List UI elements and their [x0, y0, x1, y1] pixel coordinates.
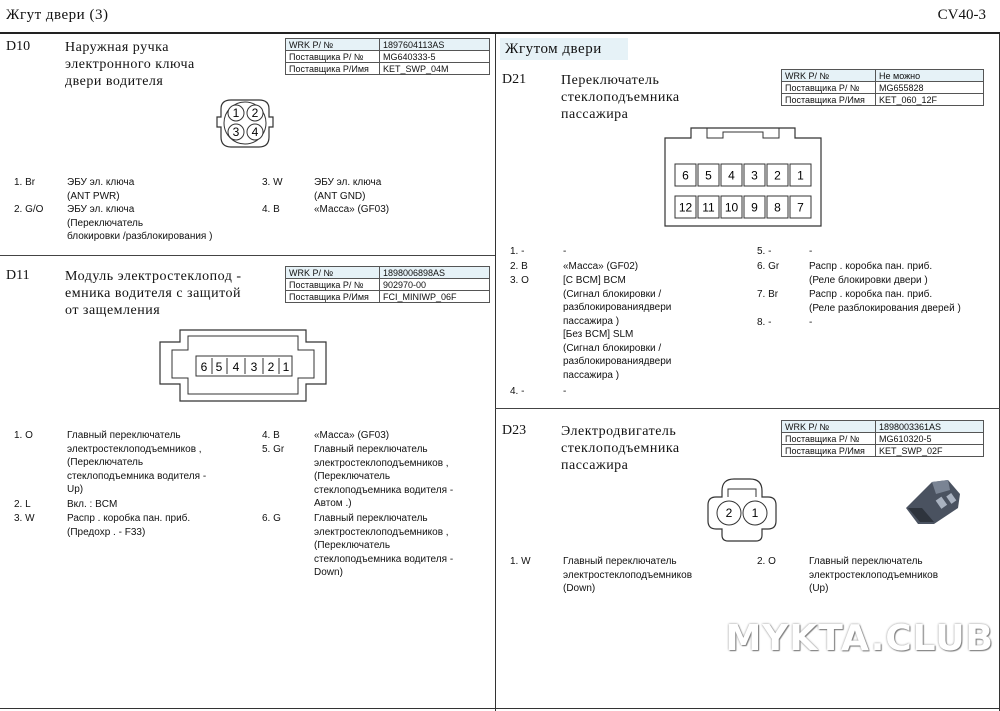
d11-pin-label: 3 — [250, 360, 258, 374]
d11-supplier-name: FCI_MINIWP_06F — [380, 291, 490, 303]
d11-wrk: 1898006898AS — [380, 267, 490, 279]
d10-info-table — [285, 38, 490, 75]
d23-name: Электродвигатель стеклоподъемника пассажира — [561, 424, 680, 473]
frame-bottom — [0, 708, 1000, 709]
d11-supplier-no: 902970-00 — [380, 279, 490, 291]
pin-desc: - — [809, 317, 813, 328]
pin-desc: «Масса» (GF03) — [314, 204, 390, 215]
d10-pin-label: 2 — [251, 106, 259, 120]
pin-desc: - — [809, 246, 813, 257]
supplier-name-label: Поставщика Р/Имя — [286, 63, 380, 75]
pin-number: 3. O — [510, 275, 529, 286]
pin-number: 6. Gr — [757, 261, 780, 272]
d21-pin-row-bottom — [675, 196, 811, 218]
pin-number: 2. L — [14, 499, 31, 510]
d21-pin-label: 6 — [682, 168, 689, 183]
wrk-label: WRK Р/ № — [782, 70, 876, 82]
d21-pin-label: 2 — [774, 168, 781, 183]
d23-supplier-name: KET_SWP_02F — [876, 445, 984, 457]
pin-desc: - — [563, 246, 567, 257]
supplier-no-label: Поставщика Р/ № — [286, 279, 380, 291]
d10-pin-label: 3 — [232, 125, 240, 139]
d11-connector — [158, 328, 328, 403]
d11-name: Модуль электростеклопод - емника водителя с защитой от защемления — [65, 269, 242, 318]
d10-supplier-no: MG640333-5 — [380, 51, 490, 63]
d11-pin-label: 4 — [232, 360, 240, 374]
d21-pin-label: 11 — [702, 200, 715, 215]
d21-pin-label: 9 — [751, 200, 758, 215]
d21-pin-row-top — [675, 164, 811, 186]
pin-desc: Главный переключатель электростеклоподъемников , (Переключатель стеклоподъемника водителя - Автом .) — [314, 444, 454, 509]
supplier-no-label: Поставщика Р/ № — [782, 82, 876, 94]
d21-pin-label: 10 — [724, 200, 739, 215]
pin-desc: Распр . коробка пан. приб. (Реле разблокирования дверей ) — [809, 289, 961, 314]
d11-pin-label: 6 — [200, 360, 208, 374]
d21-pin-label: 1 — [797, 168, 804, 183]
pin-number: 3. W — [262, 177, 283, 188]
supplier-name-label: Поставщика Р/Имя — [286, 291, 380, 303]
d11-pin-label: 5 — [215, 360, 223, 374]
pin-desc: Вкл. : BCM — [67, 499, 118, 510]
pin-number: 1. W — [510, 556, 531, 567]
pin-desc: Главный переключатель электростеклоподъемников (Down) — [563, 556, 693, 594]
d10-id: D10 — [6, 39, 31, 54]
pin-desc: ЭБУ эл. ключа (ANT GND) — [314, 177, 382, 202]
d10-wrk: 1897604113AS — [380, 39, 490, 51]
pin-number: 1. O — [14, 430, 33, 441]
wrk-label: WRK Р/ № — [286, 267, 380, 279]
d10-pin-label: 4 — [251, 125, 259, 139]
pin-desc: «Масса» (GF03) — [314, 430, 390, 441]
d10-connector — [215, 95, 275, 153]
d21-pin-label: 4 — [728, 168, 735, 183]
pin-desc: Распр . коробка пан. приб. (Предохр . - F33) — [67, 513, 191, 538]
d21-supplier-no: MG655828 — [876, 82, 984, 94]
pin-number: 1. Br — [14, 177, 36, 188]
d21-pin-label: 12 — [678, 200, 693, 215]
pin-number: 1. - — [510, 246, 525, 257]
watermark: MYKTA.CLUB — [725, 618, 994, 659]
pin-number: 2. G/O — [14, 204, 44, 215]
pin-desc: Главный переключатель электростеклоподъемников , (Переключатель стеклоподъемника водителя - Down) — [314, 513, 454, 578]
column-divider — [495, 34, 496, 711]
pin-number: 4. B — [262, 430, 280, 441]
d10-name: Наружная ручка электронного ключа двери водителя — [65, 40, 195, 89]
d11-pin-label: 1 — [282, 360, 290, 374]
wrk-label: WRK Р/ № — [286, 39, 380, 51]
d21-info-table — [781, 69, 984, 106]
pin-desc: ЭБУ эл. ключа (Переключатель блокировки /разблокирования ) — [67, 204, 213, 242]
pin-number: 8. - — [757, 317, 772, 328]
pin-desc: «Масса» (GF02) — [563, 261, 639, 272]
pin-number: 5. - — [757, 246, 772, 257]
page-title: Жгут двери (3) — [6, 7, 109, 23]
supplier-name-label: Поставщика Р/Имя — [782, 445, 876, 457]
d21-name: Переключатель стеклоподъемника пассажира — [561, 73, 680, 122]
pin-desc: Главный переключатель электростеклоподъемников (Up) — [809, 556, 939, 594]
d10-supplier-name: KET_SWP_04M — [380, 63, 490, 75]
pin-number: 5. Gr — [262, 444, 285, 455]
right-tag: Жгутом двери — [500, 38, 628, 60]
d21-id: D21 — [502, 72, 527, 87]
d23-pin-label: 2 — [725, 506, 733, 520]
d21-pin-label: 5 — [705, 168, 712, 183]
pin-number: 6. G — [262, 513, 281, 524]
d23-pin-label: 1 — [751, 506, 759, 520]
d23-id: D23 — [502, 423, 527, 438]
d10-pin-label: 1 — [232, 106, 240, 120]
d23-info-table — [781, 420, 984, 457]
d21-wrk: Не можно — [876, 70, 984, 82]
pin-desc: Главный переключатель электростеклоподъемников , (Переключатель стеклоподъемника водителя - Up) — [67, 430, 207, 495]
section-divider — [495, 408, 1000, 409]
connector-photo — [898, 468, 968, 528]
supplier-name-label: Поставщика Р/Имя — [782, 94, 876, 106]
d21-supplier-name: KET_060_12F — [876, 94, 984, 106]
pin-number: 7. Br — [757, 289, 779, 300]
pin-number: 2. B — [510, 261, 528, 272]
d21-pin-label: 8 — [774, 200, 781, 215]
pin-desc: Распр . коробка пан. приб. (Реле блокировки двери ) — [809, 261, 933, 286]
supplier-no-label: Поставщика Р/ № — [782, 433, 876, 445]
pin-number: 4. B — [262, 204, 280, 215]
d21-pin-label: 3 — [751, 168, 758, 183]
page-code: CV40-3 — [937, 7, 986, 23]
d21-connector — [663, 124, 823, 228]
supplier-no-label: Поставщика Р/ № — [286, 51, 380, 63]
section-divider — [0, 255, 495, 256]
d23-connector — [706, 475, 778, 545]
page-header — [0, 0, 1000, 34]
d23-supplier-no: MG610320-5 — [876, 433, 984, 445]
wrk-label: WRK Р/ № — [782, 421, 876, 433]
d23-wrk: 1898003361AS — [876, 421, 984, 433]
pin-desc: - — [563, 386, 567, 397]
pin-desc: [С BCM] BCM (Сигнал блокировки / разблокированиядвери пассажира ) [Без BCM] SLM (Сигнал блокировки / разблокированиядвери пассажира ) — [563, 275, 672, 381]
pin-number: 3. W — [14, 513, 35, 524]
pin-number: 4. - — [510, 386, 525, 397]
d11-id: D11 — [6, 268, 30, 283]
d11-pin-label: 2 — [267, 360, 275, 374]
d11-info-table — [285, 266, 490, 303]
pin-number: 2. O — [757, 556, 776, 567]
d21-pin-label: 7 — [797, 200, 804, 215]
pin-desc: ЭБУ эл. ключа (ANT PWR) — [67, 177, 135, 202]
